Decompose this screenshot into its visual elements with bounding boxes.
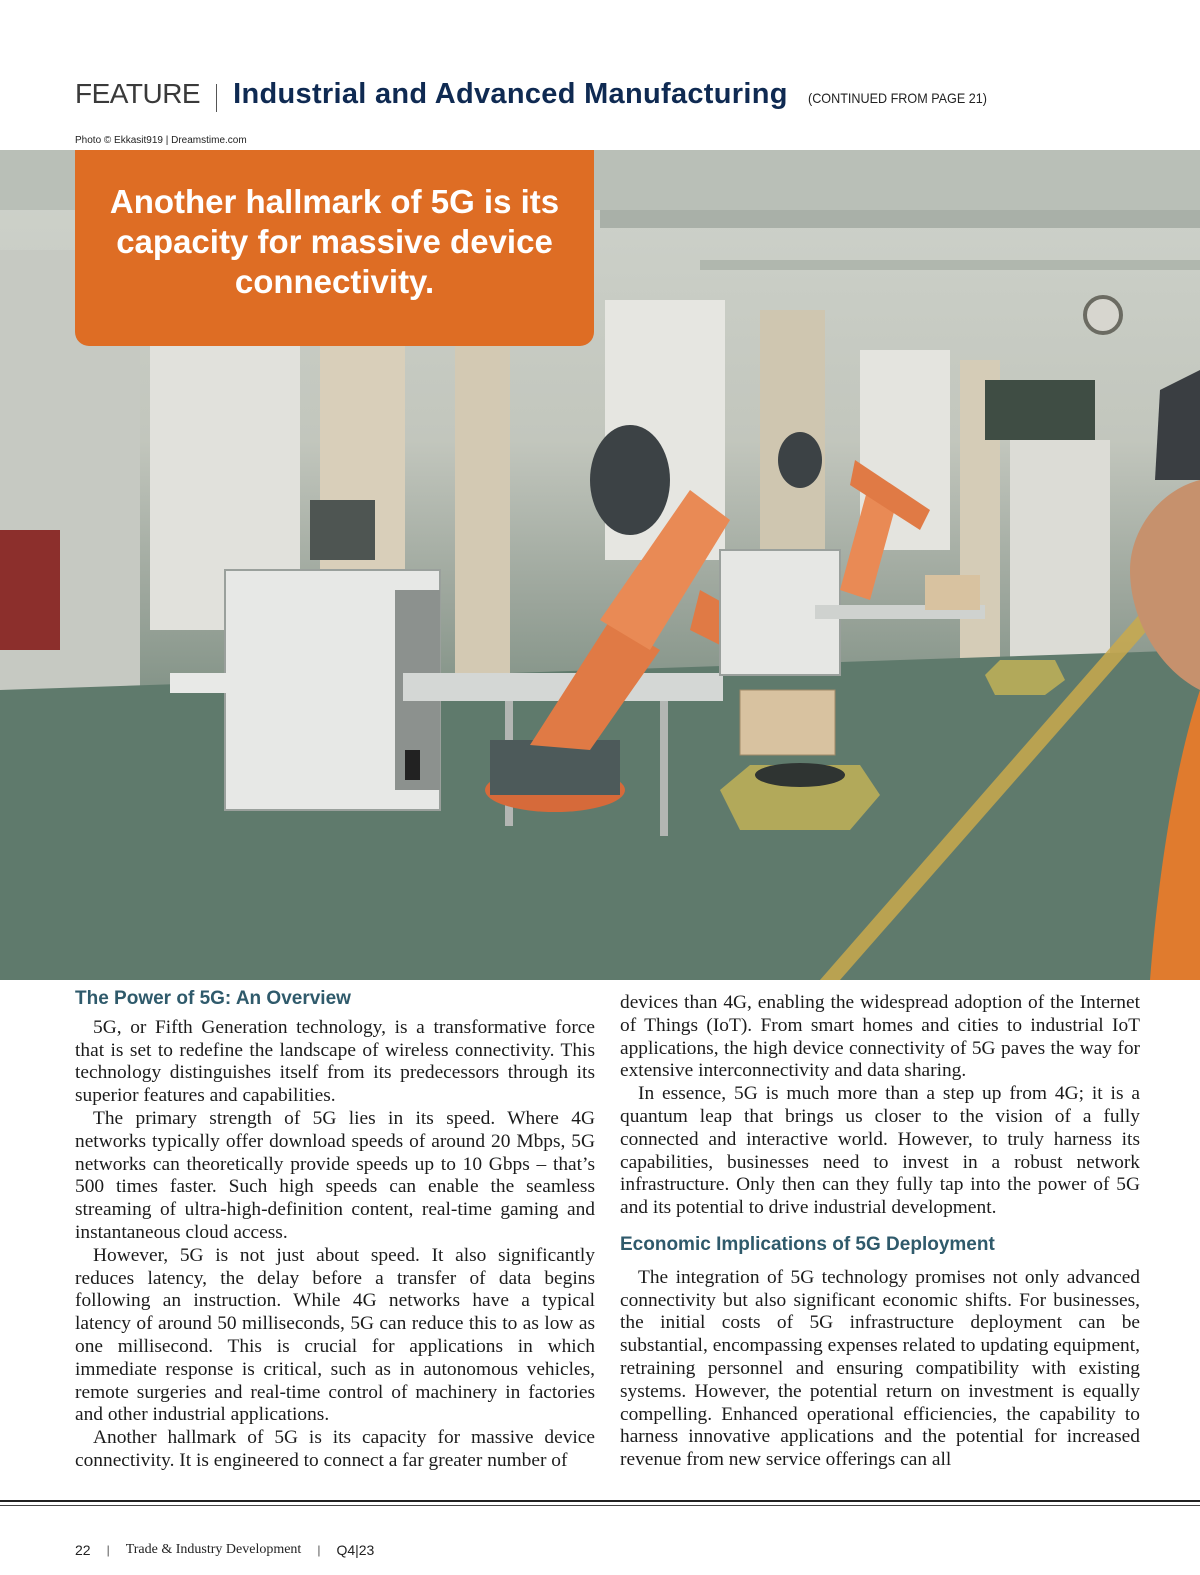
footer-divider: | [317,1543,321,1557]
paragraph-continuation: devices than 4G, enabling the widespread adoption of the Internet of Things (IoT). From smart homes and cities to industrial IoT applications, the high device connectivity of 5G paves the way for extensive interconnectivity and data sharing. [620,992,1140,1082]
continued-note: (CONTINUED FROM PAGE 21) [807,90,987,106]
section-heading-overview: The Power of 5G: An Overview [75,988,351,1009]
issue-label: Q4|23 [336,1542,375,1558]
paragraph: The integration of 5G technology promises not only advanced connectivity but also significant economic shifts. For businesses, the initial costs of 5G infrastructure deployment can be substantial, encompassing expenses related to updating equipment, retraining personnel and ensuring compatibility with existing systems. However, the potential return on investment is equally compelling. Enhanced operational efficiencies, the capability to harness innovative applications and the potential for increased revenue from new service offerings can all [620,1266,1140,1471]
pull-quote [75,150,594,346]
footer-rule [0,1500,1200,1502]
section-label: FEATURE [75,78,201,109]
paragraph: However, 5G is not just about speed. It also significantly reduces latency, the delay before a transfer of data begins following an instruction. While 4G networks have a typical latency of around 50 milliseconds, 5G can reduce this to as low as one millisecond. This is crucial for applications in which immediate response is critical, such as in autonomous vehicles, remote surgeries and real-time control of machinery in factories and other industrial applications. [75,1244,595,1426]
pull-quote-text: Another hallmark of 5G is its capacity for massive device connectivity. [109,183,560,300]
page-number: 22 [75,1542,91,1558]
footer-rule-thin [0,1505,1200,1506]
paragraph: The primary strength of 5G lies in its speed. Where 4G networks typically offer download speeds of around 20 Mbps, 5G networks can theoretically provide speeds up to 10 Gbps – that’s 500 times faster. Such high speeds can enable the seamless streaming of ultra-high-definition content, real-time gaming and instantaneous cloud access. [75,1107,595,1243]
article-column-left [75,988,595,1473]
page-footer [75,1540,374,1560]
page-header [75,78,1135,118]
article-column-right [620,992,1140,1472]
section-title: Industrial and Advanced Manufacturing [233,78,788,110]
paragraph: Another hallmark of 5G is its capacity for massive device connectivity. It is engineered to connect a far greater number of [75,1427,595,1471]
paragraph: In essence, 5G is much more than a step up from 4G; it is a quantum leap that brings us closer to the vision of a fully connected and interactive world. However, to truly harness its capabilities, businesses need to invest in a robust network infrastructure. Only then can they fully tap into the power of 5G and its potential to drive industrial development. [620,1083,1140,1219]
footer-divider: | [106,1543,110,1557]
section-heading-economic: Economic Implications of 5G Deployment [620,1233,995,1255]
header-divider [216,84,217,112]
photo-credit: Photo © Ekkasit919 | Dreamstime.com [75,135,247,146]
magazine-name: Trade & Industry Development [125,1542,302,1557]
paragraph: 5G, or Fifth Generation technology, is a transformative force that is set to redefine the landscape of wireless connectivity. This technology distinguishes itself from its predecessors through its superior features and capabilities. [75,1016,595,1107]
